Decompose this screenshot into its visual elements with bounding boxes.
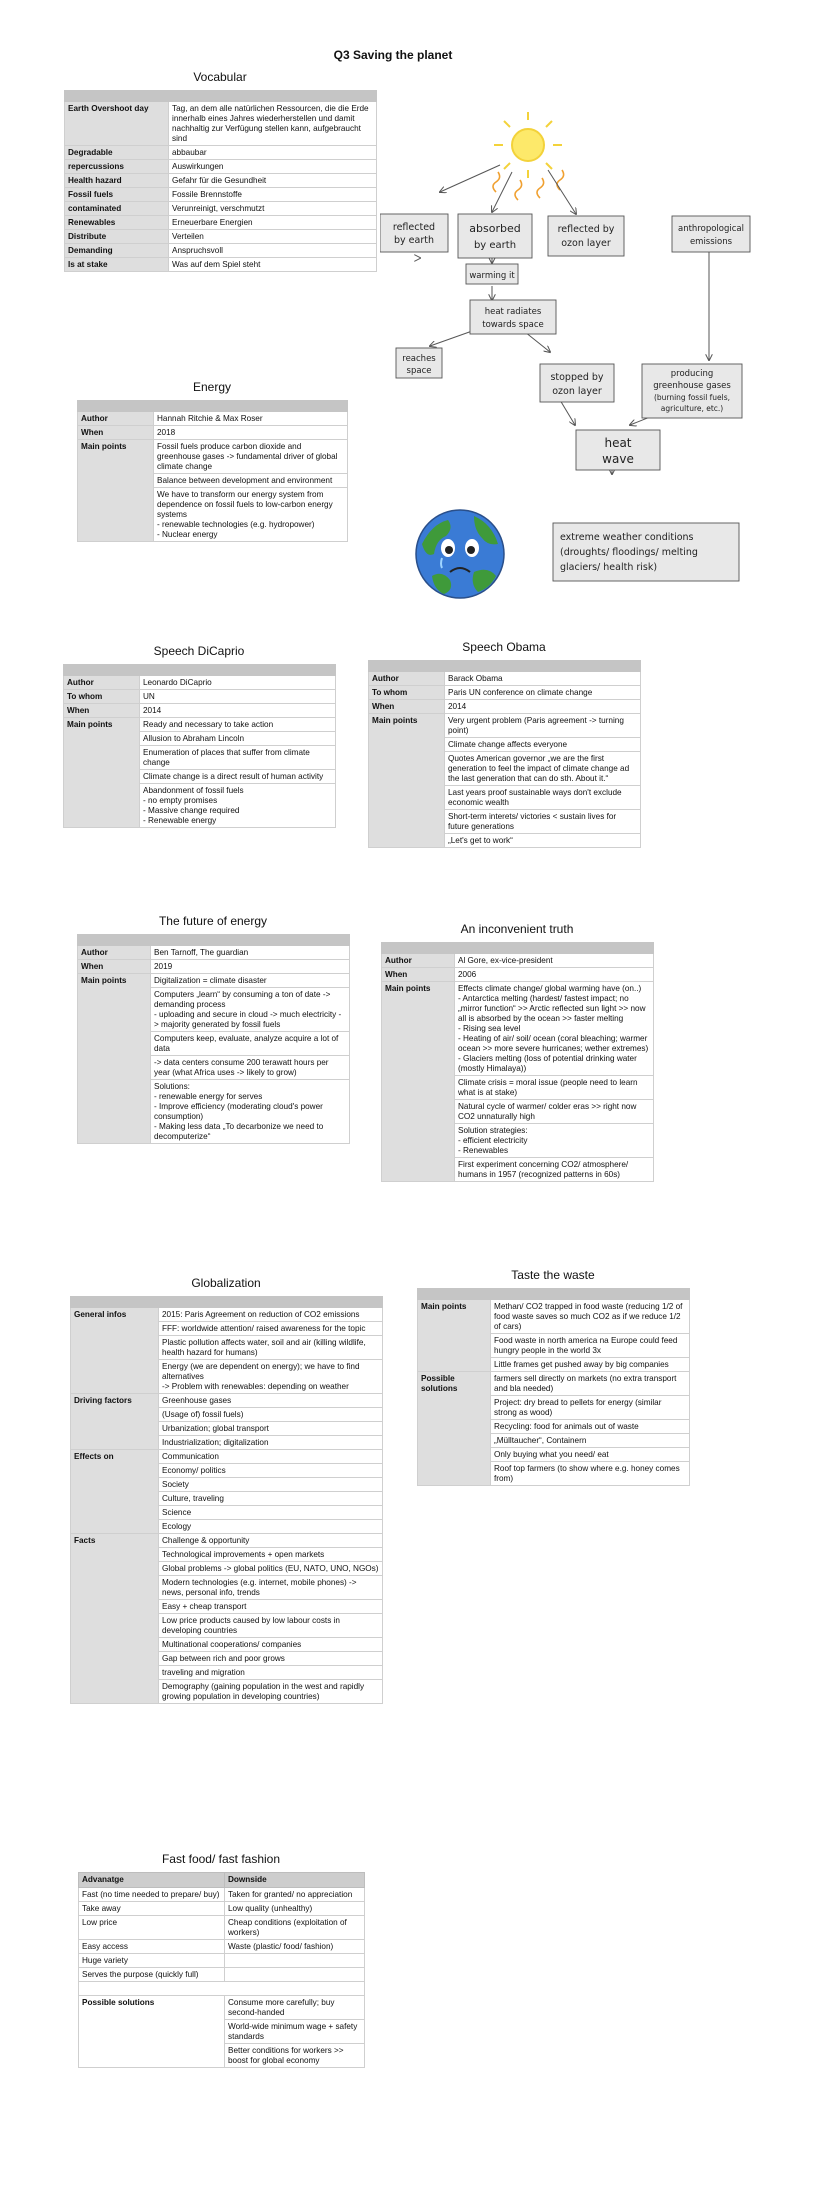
solution-cell: Better conditions for workers >> boost for global economy <box>225 2044 365 2068</box>
downside-cell <box>225 1968 365 1982</box>
future-when-value: 2019 <box>151 960 350 974</box>
point-line: Climate change is a direct result of human activity <box>143 771 324 781</box>
waste-title: Taste the waste <box>511 1268 595 1282</box>
point-line: Computers keep, evaluate, analyze acquire a lot of data <box>154 1033 339 1053</box>
obama-author-value: Barack Obama <box>445 672 641 686</box>
vocab-row <box>65 160 377 174</box>
vocab-translation: Verteilen <box>169 230 377 244</box>
advantage-cell: Serves the purpose (quickly full) <box>79 1968 225 1982</box>
point-line: - renewable technologies (e.g. hydropower) <box>157 519 315 529</box>
vocab-term: repercussions <box>65 160 169 174</box>
stopped-l2: ozon layer <box>552 386 602 397</box>
obama-table <box>368 660 641 848</box>
point-line: Climate crisis = moral issue (people need to learn what is at stake) <box>458 1077 638 1097</box>
point-line: - efficient electricity <box>458 1135 528 1145</box>
extreme-weather-box <box>552 522 742 586</box>
dicaprio-main-point <box>140 746 336 770</box>
future-main-point <box>151 1032 350 1056</box>
energy-author-label: Author <box>78 412 154 426</box>
waste-group-item: Project: dry bread to pellets for energy (similar strong as wood) <box>491 1396 690 1420</box>
point-line: - Heating of air/ soil/ ocean (coral bleaching; warmer ocean >> more severe hurricanes; wether extremes) <box>458 1033 649 1053</box>
inconvenient-main-point <box>455 982 654 1076</box>
point-line: We have to transform our energy system from dependence on fossil fuels to low-carbon energy systems <box>157 489 333 519</box>
vocabular-table <box>64 90 377 272</box>
point-line: - Antarctica melting (hardest/ fastest impact; no „mirror function“ >> Arctic reflected sun light >> now all is absorbed by the ocean >> faster melting <box>458 993 646 1023</box>
waste-table <box>417 1288 690 1486</box>
producing-l3: (burning fossil fuels, <box>653 393 731 402</box>
energy-when-label: When <box>78 426 154 440</box>
globalization-group-item: Economy/ politics <box>159 1464 383 1478</box>
reflected-by-ozon-box <box>548 216 624 256</box>
warming-text: warming it <box>469 271 515 281</box>
globalization-group-item: Industrialization; digitalization <box>159 1436 383 1450</box>
globalization-group-item: Technological improvements + open markets <box>159 1548 383 1562</box>
downside-cell <box>225 1954 365 1968</box>
waste-group-item: farmers sell directly on markets (no extra transport and bla needed) <box>491 1372 690 1396</box>
globalization-group-item: (Usage of) fossil fuels) <box>159 1408 383 1422</box>
point-line: First experiment concerning CO2/ atmosphere/ humans in 1957 (recognized patterns in 60s) <box>458 1159 629 1179</box>
vocab-row <box>65 230 377 244</box>
globalization-group-item: 2015: Paris Agreement on reduction of CO2 emissions <box>159 1308 383 1322</box>
downside-header: Downside <box>225 1873 365 1888</box>
vocab-term: Fossil fuels <box>65 188 169 202</box>
solutions-label: Possible solutions <box>79 1996 225 2068</box>
downside-cell: Cheap conditions (exploitation of workers) <box>225 1916 365 1940</box>
obama-title: Speech Obama <box>462 640 546 654</box>
globalization-group-item: Modern technologies (e.g. internet, mobile phones) -> news, personal info, trends <box>159 1576 383 1600</box>
energy-main-point <box>154 474 348 488</box>
obama-main-point <box>445 752 641 786</box>
vocab-row <box>65 258 377 272</box>
point-line: - Improve efficiency (moderating cloud's power consumption) <box>154 1101 323 1121</box>
heat-radiates-l2: towards space <box>482 320 544 330</box>
globalization-group-item: Global problems -> global politics (EU, NATO, UNO, NGOs) <box>159 1562 383 1576</box>
vocab-translation: abbaubar <box>169 146 377 160</box>
globalization-group-item: Science <box>159 1506 383 1520</box>
point-line: - renewable energy for serves <box>154 1091 263 1101</box>
point-line: - Making less data „To decarbonize we need to decomputerize“ <box>154 1121 324 1141</box>
point-line: - Massive change required <box>143 805 240 815</box>
globalization-group-item: Urbanization; global transport <box>159 1422 383 1436</box>
future-main-points-label: Main points <box>78 974 151 1144</box>
vocabular-title: Vocabular <box>193 70 247 84</box>
vocab-term: Earth Overshoot day <box>65 102 169 146</box>
point-line: Short-term interets/ victories < sustain lives for future generations <box>448 811 617 831</box>
reflected-earth-l2: by earth <box>394 235 434 246</box>
obama-main-point <box>445 834 641 848</box>
downside-cell: Waste (plastic/ food/ fashion) <box>225 1940 365 1954</box>
energy-main-point <box>154 488 348 542</box>
inconvenient-author-label: Author <box>382 954 455 968</box>
inconvenient-main-point <box>455 1124 654 1158</box>
dicaprio-author-value: Leonardo DiCaprio <box>140 676 336 690</box>
point-line: Computers „learn“ by consuming a ton of date -> demanding process <box>154 989 331 1009</box>
globalization-group-item: FFF: worldwide attention/ raised awareness for the topic <box>159 1322 383 1336</box>
obama-whom-value: Paris UN conference on climate change <box>445 686 641 700</box>
vocab-term: Is at stake <box>65 258 169 272</box>
absorbed-l2: by earth <box>473 240 517 251</box>
dicaprio-whom-value: UN <box>140 690 336 704</box>
dicaprio-whom-label: To whom <box>64 690 140 704</box>
globalization-group-item: traveling and migration <box>159 1666 383 1680</box>
dicaprio-author-label: Author <box>64 676 140 690</box>
point-line: - Nuclear energy <box>157 529 218 539</box>
dicaprio-main-points-label: Main points <box>64 718 140 828</box>
inconvenient-table <box>381 942 654 1182</box>
inconvenient-author-value: Al Gore, ex-vice-president <box>455 954 654 968</box>
future-main-point <box>151 974 350 988</box>
globalization-group-item: Culture, traveling <box>159 1492 383 1506</box>
advantage-cell: Huge variety <box>79 1954 225 1968</box>
extreme-l1: extreme weather conditions <box>560 532 694 543</box>
vocab-translation: Erneuerbare Energien <box>169 216 377 230</box>
energy-author-value: Hannah Ritchie & Max Roser <box>154 412 348 426</box>
point-line: „Let's get to work“ <box>448 835 513 845</box>
future-main-point <box>151 1080 350 1144</box>
point-line: Allusion to Abraham Lincoln <box>143 733 245 743</box>
point-line: Climate change affects everyone <box>448 739 568 749</box>
future-title: The future of energy <box>158 914 268 928</box>
waste-group-label: Possible solutions <box>418 1372 491 1486</box>
point-line: - Glaciers melting (loss of potential drinking water (mostly Himalaya)) <box>458 1053 637 1073</box>
fastfood-table <box>78 1872 365 2068</box>
energy-main-point <box>154 440 348 474</box>
vocab-row <box>65 244 377 258</box>
vocab-row <box>65 188 377 202</box>
obama-author-label: Author <box>369 672 445 686</box>
globalization-table <box>70 1296 383 1704</box>
globalization-group-item: Challenge & opportunity <box>159 1534 383 1548</box>
page-title: Q3 Saving the planet <box>333 48 453 62</box>
globalization-group-item: Communication <box>159 1450 383 1464</box>
point-line: Digitalization = climate disaster <box>154 975 267 985</box>
stopped-l1: stopped by <box>550 372 604 383</box>
point-line: Effects climate change/ global warming have (on..) <box>458 983 642 993</box>
heat-wave-l1: heat <box>604 436 632 450</box>
vocab-translation: Gefahr für die Gesundheit <box>169 174 377 188</box>
waste-group-item: Food waste in north america na Europe could feed hungry people in the world 3x <box>491 1334 690 1358</box>
obama-main-point <box>445 810 641 834</box>
energy-title: Energy <box>192 380 232 394</box>
globalization-group-item: Greenhouse gases <box>159 1394 383 1408</box>
waste-group-item: Roof top farmers (to show where e.g. honey comes from) <box>491 1462 690 1486</box>
point-line: Abandonment of fossil fuels <box>143 785 244 795</box>
reflected-ozon-l2: ozon layer <box>561 238 611 249</box>
inconvenient-main-point <box>455 1158 654 1182</box>
vocab-row <box>65 202 377 216</box>
waste-group-item: Only buying what you need/ eat <box>491 1448 690 1462</box>
advantage-cell: Fast (no time needed to prepare/ buy) <box>79 1888 225 1902</box>
vocab-translation: Tag, an dem alle natürlichen Ressourcen, die die Erde innerhalb eines Jahres wiederherstellen und damit nachhaltig zur Verfügung stellen kann, aufgebraucht sind <box>169 102 377 146</box>
advantage-cell: Easy access <box>79 1940 225 1954</box>
inconvenient-main-point <box>455 1100 654 1124</box>
obama-main-point <box>445 786 641 810</box>
sad-earth-icon <box>412 506 508 602</box>
extreme-l3: glaciers/ health risk) <box>560 562 658 573</box>
inconvenient-when-label: When <box>382 968 455 982</box>
waste-group-item: Methan/ CO2 trapped in food waste (reducing 1/2 of food waste saves so much CO2 as if we reduce 1/2 of cars) <box>491 1300 690 1334</box>
future-table <box>77 934 350 1144</box>
globalization-group-item: Multinational cooperations/ companies <box>159 1638 383 1652</box>
greenhouse-diagram <box>380 100 780 480</box>
inconvenient-main-points-label: Main points <box>382 982 455 1182</box>
globalization-group-label: General infos <box>71 1308 159 1394</box>
point-line: - uploading and secure in cloud -> much electricity -> majority generated by fossil fuels <box>154 1009 342 1029</box>
vocab-translation: Verunreinigt, verschmutzt <box>169 202 377 216</box>
point-line: Enumeration of places that suffer from climate change <box>143 747 310 767</box>
dicaprio-when-label: When <box>64 704 140 718</box>
reflected-earth-l1: reflected <box>392 222 436 233</box>
point-line: Solution strategies: <box>458 1125 528 1135</box>
producing-l2: greenhouse gases <box>653 381 731 391</box>
absorbed-by-earth-box <box>458 214 532 258</box>
dicaprio-main-point <box>140 784 336 828</box>
waste-group-item: Recycling: food for animals out of waste <box>491 1420 690 1434</box>
point-line: Fossil fuels produce carbon dioxide and greenhouse gases -> fundamental driver of global climate change <box>157 441 338 471</box>
inconvenient-title: An inconvenient truth <box>460 922 574 936</box>
globalization-group-item: Energy (we are dependent on energy); we have to find alternatives -> Problem with renewables: depending on weather <box>159 1360 383 1394</box>
extreme-l2: (droughts/ floodings/ melting <box>560 547 698 558</box>
globalization-title: Globalization <box>191 1276 261 1290</box>
heat-radiates-l1: heat radiates <box>484 307 542 317</box>
point-line: - Renewables <box>458 1145 509 1155</box>
vocab-row <box>65 102 377 146</box>
obama-whom-label: To whom <box>369 686 445 700</box>
dicaprio-main-point <box>140 718 336 732</box>
point-line: Natural cycle of warmer/ colder eras >> right now CO2 unnaturally high <box>458 1101 637 1121</box>
future-author-value: Ben Tarnoff, The guardian <box>151 946 350 960</box>
anthro-l2: emissions <box>689 237 733 247</box>
vocab-term: Degradable <box>65 146 169 160</box>
globalization-group-label: Facts <box>71 1534 159 1704</box>
globalization-group-item: Ecology <box>159 1520 383 1534</box>
point-line: Ready and necessary to take action <box>143 719 274 729</box>
reaches-space-l1: reaches <box>402 354 436 364</box>
energy-main-points-label: Main points <box>78 440 154 542</box>
vocab-term: Distribute <box>65 230 169 244</box>
waste-group-item: „Mülltaucher“, Containern <box>491 1434 690 1448</box>
point-line: Solutions: <box>154 1081 190 1091</box>
producing-l4: agriculture, etc.) <box>660 404 724 413</box>
advantage-header: Advanatge <box>79 1873 225 1888</box>
future-main-point <box>151 988 350 1032</box>
downside-cell: Taken for granted/ no appreciation <box>225 1888 365 1902</box>
heat-wave-l2: wave <box>602 452 634 466</box>
point-line: -> data centers consume 200 terawatt hours per year (what Africa uses -> likely to grow) <box>154 1057 329 1077</box>
future-when-label: When <box>78 960 151 974</box>
vocab-term: contaminated <box>65 202 169 216</box>
fastfood-title: Fast food/ fast fashion <box>161 1852 281 1866</box>
globalization-group-item: Gap between rich and poor grows <box>159 1652 383 1666</box>
globalization-group-item: Demography (gaining population in the west and rapidly growing population in developing countries) <box>159 1680 383 1704</box>
energy-when-value: 2018 <box>154 426 348 440</box>
dicaprio-main-point <box>140 732 336 746</box>
globalization-group-label: Driving factors <box>71 1394 159 1450</box>
point-line: Last years proof sustainable ways don't exclude economic wealth <box>448 787 622 807</box>
obama-main-point <box>445 714 641 738</box>
absorbed-l1: absorbed <box>469 222 521 235</box>
vocab-translation: Fossile Brennstoffe <box>169 188 377 202</box>
globalization-group-item: Easy + cheap transport <box>159 1600 383 1614</box>
inconvenient-main-point <box>455 1076 654 1100</box>
obama-main-points-label: Main points <box>369 714 445 848</box>
obama-when-value: 2014 <box>445 700 641 714</box>
point-line: - Renewable energy <box>143 815 217 825</box>
vocab-row <box>65 174 377 188</box>
inconvenient-when-value: 2006 <box>455 968 654 982</box>
dicaprio-main-point <box>140 770 336 784</box>
vocab-translation: Was auf dem Spiel steht <box>169 258 377 272</box>
globalization-group-item: Society <box>159 1478 383 1492</box>
vocab-term: Demanding <box>65 244 169 258</box>
solution-cell: World-wide minimum wage + safety standards <box>225 2020 365 2044</box>
point-line: Quotes American governor „we are the first generation to feel the impact of climate change ad the last generation that can do sth. About it.“ <box>448 753 630 783</box>
point-line: - Rising sea level <box>458 1023 521 1033</box>
waste-group-item: Little frames get pushed away by big companies <box>491 1358 690 1372</box>
vocab-term: Renewables <box>65 216 169 230</box>
dicaprio-when-value: 2014 <box>140 704 336 718</box>
reaches-space-l2: space <box>406 366 432 376</box>
producing-l1: producing <box>670 369 714 379</box>
globalization-group-item: Low price products caused by low labour costs in developing countries <box>159 1614 383 1638</box>
waste-group-label: Main points <box>418 1300 491 1372</box>
point-line: - no empty promises <box>143 795 218 805</box>
energy-table <box>77 400 348 542</box>
advantage-cell: Take away <box>79 1902 225 1916</box>
vocab-term: Health hazard <box>65 174 169 188</box>
vocab-translation: Auswirkungen <box>169 160 377 174</box>
point-line: Very urgent problem (Paris agreement -> turning point) <box>448 715 624 735</box>
dicaprio-title: Speech DiCaprio <box>153 644 245 658</box>
future-main-point <box>151 1056 350 1080</box>
reflected-ozon-l1: reflected by <box>557 224 615 235</box>
globalization-group-label: Effects on <box>71 1450 159 1534</box>
dicaprio-table <box>63 664 336 828</box>
globalization-group-item: Plastic pollution affects water, soil and air (killing wildlife, health hazard for humans) <box>159 1336 383 1360</box>
future-author-label: Author <box>78 946 151 960</box>
point-line: Balance between development and environment <box>157 475 333 485</box>
vocab-row <box>65 216 377 230</box>
downside-cell: Low quality (unhealthy) <box>225 1902 365 1916</box>
reflected-by-earth-box <box>380 214 448 252</box>
vocab-translation: Anspruchsvoll <box>169 244 377 258</box>
obama-main-point <box>445 738 641 752</box>
anthro-l1: anthropological <box>678 224 744 234</box>
obama-when-label: When <box>369 700 445 714</box>
solution-cell: Consume more carefully; buy second-handed <box>225 1996 365 2020</box>
sun-icon <box>493 112 564 200</box>
vocab-row <box>65 146 377 160</box>
advantage-cell: Low price <box>79 1916 225 1940</box>
